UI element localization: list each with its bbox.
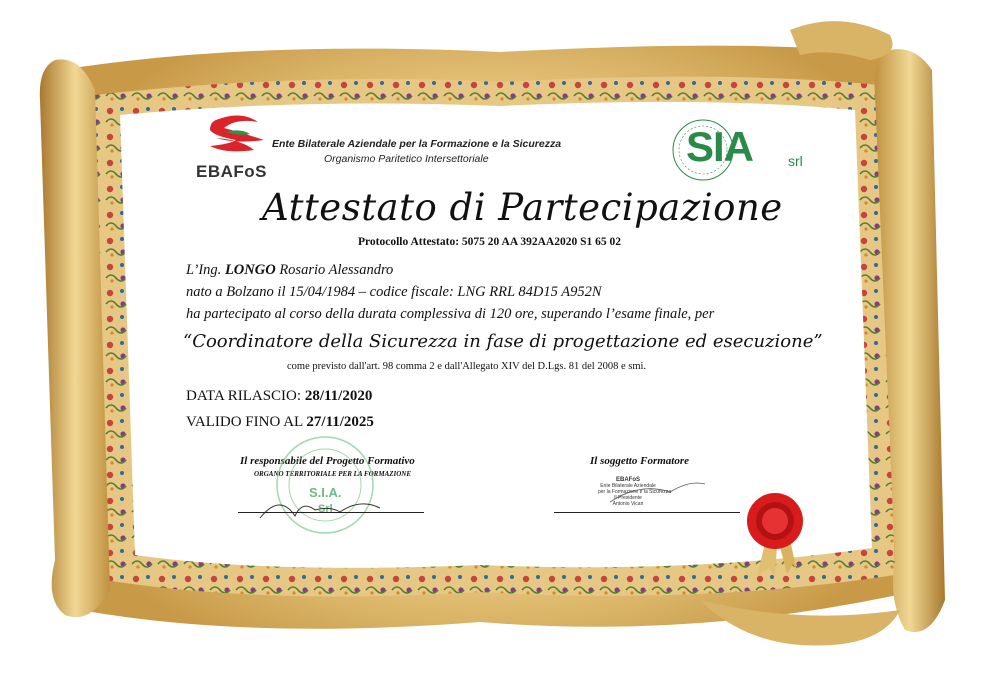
ebafos-logo-mark: [196, 110, 278, 170]
issue-date-label: DATA RILASCIO:: [186, 388, 302, 404]
left-stamp-text: S.I.A.: [309, 485, 342, 500]
stamp-line-1: Ente Bilaterale Aziendale: [600, 483, 656, 489]
recipient-first-name: Rosario Alessandro: [279, 262, 394, 278]
sia-logo-word: SIA: [686, 123, 754, 170]
sia-logo-suffix: srl: [788, 153, 803, 169]
certificate-title: Attestato di Partecipazione: [262, 186, 783, 229]
ebafos-logo: [196, 110, 278, 190]
recipient-prefix: L’Ing.: [186, 262, 222, 278]
right-handwritten-signature: [600, 472, 710, 512]
ebafos-logo-name: EBAFoS: [196, 162, 267, 181]
left-handwritten-signature: [240, 488, 420, 528]
recipient-line: [186, 262, 393, 279]
valid-until-label: VALIDO FINO AL: [186, 414, 303, 430]
left-signature-title: Il responsabile del Progetto Formativo: [240, 455, 415, 467]
left-stamp-sub: Srl: [318, 503, 333, 515]
stamp-line-4: Antonio Vicari: [612, 501, 644, 507]
right-signature-title: Il soggetto Formatore: [590, 455, 690, 467]
left-signature-line: [238, 512, 424, 513]
recipient-surname: LONGO: [224, 262, 276, 278]
issue-date-line: [186, 388, 372, 405]
valid-until-value: 27/11/2025: [306, 414, 374, 430]
wax-seal-icon: [735, 488, 815, 578]
stamp-line-2: per la Formazione e la Sicurezza: [598, 489, 672, 495]
birth-line: nato a Bolzano il 15/04/1984 – codice fiscale: LNG RRL 84D15 A952N: [186, 284, 602, 300]
right-signature-line: [554, 512, 740, 513]
valid-until-line: [186, 414, 374, 431]
sia-logo: [668, 115, 828, 195]
participation-line: ha partecipato al corso della durata complessiva di 120 ore, superando l’esame finale, per: [186, 306, 715, 322]
stamp-line-3: Il Presidente: [614, 495, 642, 501]
stamp-name: EBAFoS: [616, 477, 640, 483]
org-line-1: Ente Bilaterale Aziendale per la Formazione e la Sicurezza: [272, 138, 562, 150]
org-line-2: Organismo Paritetico Intersettoriale: [324, 153, 489, 165]
left-signature-subtitle: ORGANO TERRITORIALE PER LA FORMAZIONE: [254, 470, 412, 478]
protocol-number: Protocollo Attestato: 5075 20 AA 392AA2020 S1 65 02: [358, 236, 621, 248]
legal-reference: come previsto dall'art. 98 comma 2 e dall'Allegato XIV del D.Lgs. 81 del 2008 e smi.: [287, 361, 647, 372]
issue-date-value: 28/11/2020: [304, 388, 373, 404]
course-title: “Coordinatore della Sicurezza in fase di progettazione ed esecuzione”: [183, 331, 823, 352]
